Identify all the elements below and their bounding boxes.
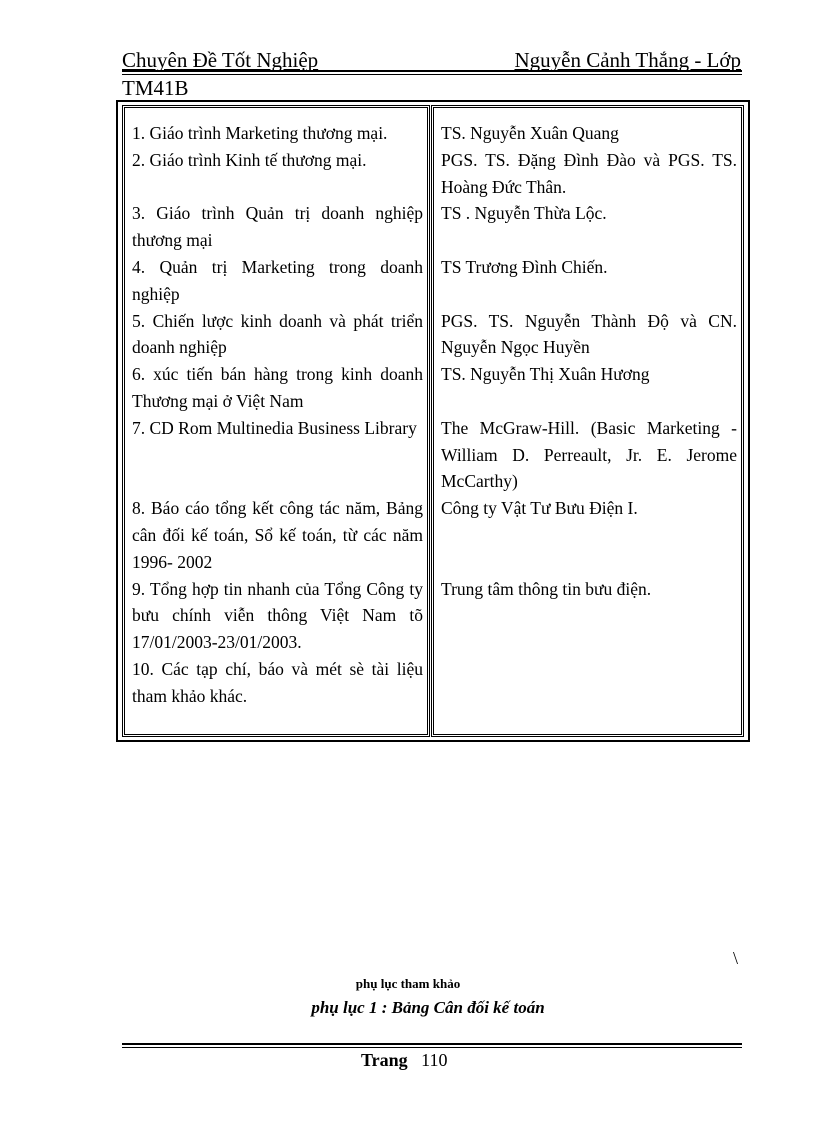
page-number [361,1050,448,1071]
reference-author: TS. Nguyễn Xuân Quang [441,123,619,143]
page-label: Trang [361,1050,408,1070]
reference-title: 1. Giáo trình Marketing thương mại. [132,123,388,143]
reference-author: The McGraw-Hill. (Basic Marketing - William D. Perreault, Jr. E. Jerome McCarthy) [441,417,737,492]
reference-title: 3. Giáo trình Quản trị doanh nghiệp thương mại [132,203,423,251]
header-rule-thin [122,74,742,75]
header-author: Nguyễn Cảnh Thắng - Lớp [514,48,741,72]
references-table [116,100,750,742]
reference-author: Trung tâm thông tin bưu điện. [441,578,652,599]
reference-title: 6. xúc tiến bán hàng trong kinh doanh Thương mại ở Việt Nam [132,364,423,411]
header-class-name: TM41B [122,76,189,100]
reference-title: 10. Các tạp chí, báo và mét sè tài liệu tham khảo khác. [132,658,423,706]
reference-author: PGS. TS. Đặng Đình Đào và PGS. TS. Hoàng Đức Thân. [441,149,737,197]
reference-author: PGS. TS. Nguyễn Thành Độ và CN. Nguyễn Ngọc Huyền [441,310,737,358]
reference-author [441,656,737,710]
reference-title: 7. CD Rom Multinedia Business Library [132,417,417,438]
references-authors-column [431,105,744,737]
header-rule [122,70,742,72]
reference-author: TS . Nguyễn Thừa Lộc. [441,203,607,224]
stray-mark: \ [733,948,739,968]
reference-author: TS Trương Đình Chiến. [441,256,608,277]
footer-rule-thin [122,1047,742,1048]
reference-title: 2. Giáo trình Kinh tế thương mại. [132,149,367,170]
footer-rule [122,1043,742,1045]
appendix-title: phụ lục 1 : Bảng Cân đối kế toán [311,998,545,1017]
header-document-title: Chuyên Đề Tốt Nghiệp [122,48,319,72]
page-number-value: 110 [421,1050,448,1070]
reference-title: 4. Quản trị Marketing trong doanh nghiệp [132,256,423,304]
reference-title: 9. Tổng hợp tin nhanh của Tổng Công ty bưu chính viễn thông Việt Nam tõ 17/01/2003-23/01/2003. [132,578,423,653]
reference-author: Công ty Vật Tư Bưu Điện I. [441,498,638,519]
references-titles-column [122,105,430,737]
reference-author: TS. Nguyễn Thị Xuân Hương [441,364,650,385]
reference-title: 5. Chiến lược kinh doanh và phát triển doanh nghiệp [132,310,423,358]
reference-title: 8. Báo cáo tổng kết công tác năm, Bảng cân đối kế toán, Sổ kế toán, từ các năm 1996- 2002 [132,498,423,572]
appendix-label: phụ lục tham khảo [355,976,461,991]
